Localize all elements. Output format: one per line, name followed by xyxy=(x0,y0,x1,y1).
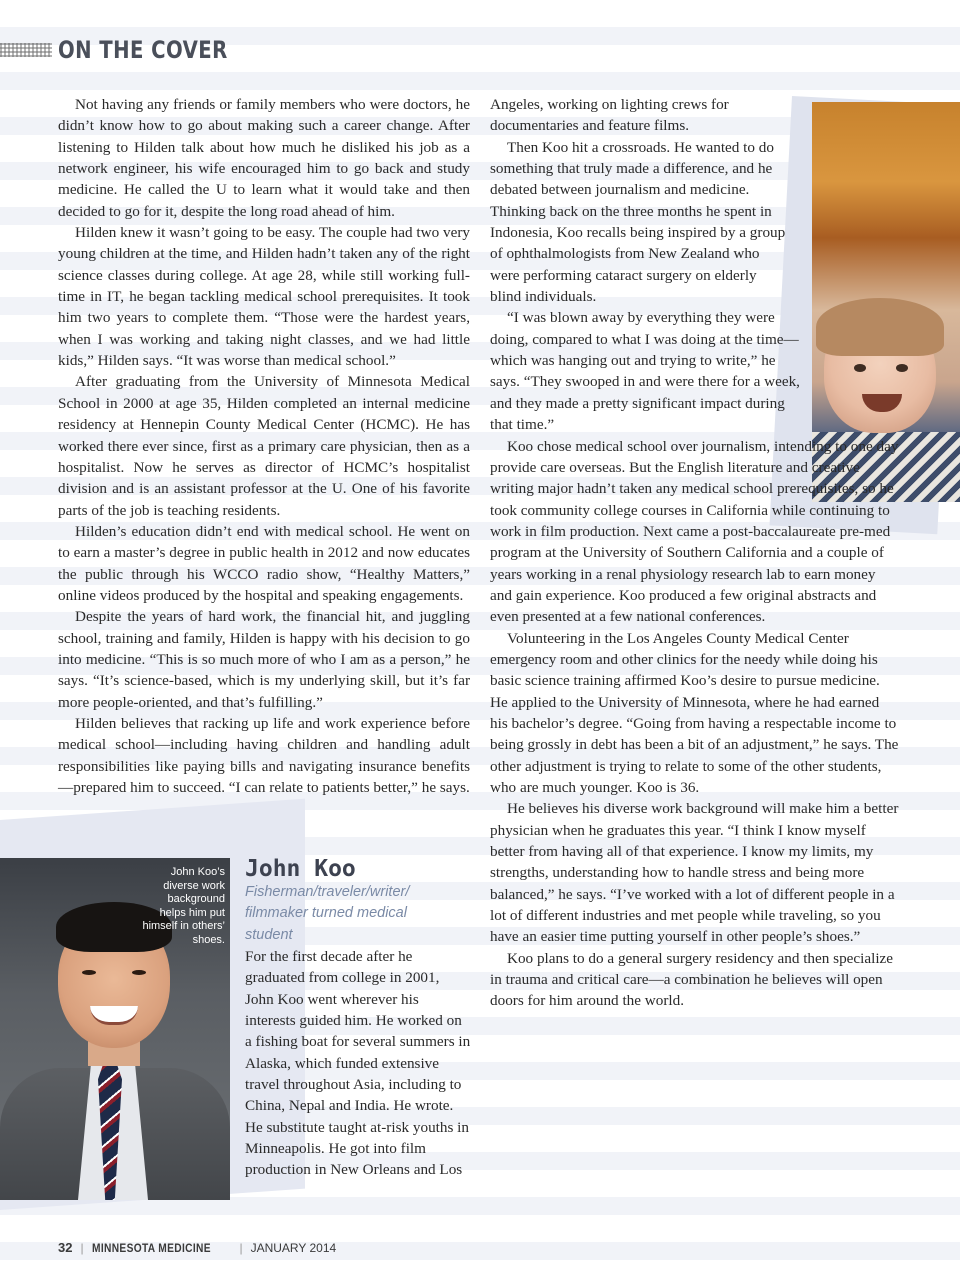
footer-separator: | xyxy=(80,1240,84,1255)
paragraph: Then Koo hit a crossroads. He wanted to do something that truly made a difference, and he debated between journalism and medicine. Thinking back on the three months he spent in Indonesia, Koo recalls being inspired by a group of ophthalmologists from New Zealand who were performing cataract surgery on elderly blind individuals. xyxy=(490,138,786,306)
paragraph: “I was blown away by everything they were doing, compared to what I was doing at the time—which was hanging out and trying to write,” he says. “They swooped in and were there for a week, and they made a pretty significant impact during that time.” xyxy=(490,309,800,434)
paragraph: Volunteering in the Los Angeles County Medical Center emergency room and other clinics for the needy while doing his basic science training affirmed Koo’s desire to pursue medicine. He applied to the University of Minnesota, where he had earned his bachelor’s degree. “Going from having a respectable income to being grossly in debt has been a bit of an adjustment,” he says. The other adjustment is trying to relate to some of the other students, who are much younger. Koo is 36. xyxy=(490,629,899,796)
paragraph: Hilden’s education didn’t end with medical school. He went on to earn a master’s degree in public health in 2012 and now educates the public through his WCCO radio show, “Healthy Matters,” online videos produced by the hospital and speaking engagements. xyxy=(58,522,470,604)
paragraph: Hilden knew it wasn’t going to be easy. The couple had two very young children at the time, and Hilden hadn’t taken any of the right science classes during college. At age 28, while still working full-time in IT, he began tackling medical school prerequisites. It took him two years to complete them. “Those were the hardest years, when I was working and taking night classes, and we had little kids,” Hilden says. “It was worse than medical school.” xyxy=(58,224,470,370)
page-footer xyxy=(58,1240,336,1255)
dot-pattern-icon xyxy=(0,43,52,57)
paragraph: Koo chose medical school over journalism, intending to one day provide care overseas. But the English literature and creative writing major hadn’t taken any medical school prerequisites, so he took community college courses in California while continuing to work in film production. Next came a post-baccalaureate pre-med program at the University of Southern California and a couple of years working in a renal physiology research lab to earn money and gain experience. Koo produced a few original abstracts and even presented at a few national conferences. xyxy=(490,437,899,626)
paragraph: For the first decade after he graduated from college in 2001, John Koo went wherever his interests guided him. He worked on a fishing boat for several summers in Alaska, which funded extensive travel throughout Asia, including to China, Nepal and India. He wrote. He substitute taught at-risk youths in Minneapolis. He got into film production in New Orleans and Los xyxy=(245,948,471,1179)
issue-date: JANUARY 2014 xyxy=(250,1240,337,1255)
magazine-name: MINNESOTA MEDICINE xyxy=(91,1240,211,1255)
profile-body xyxy=(245,946,471,1181)
paragraph: Koo plans to do a general surgery residency and then specialize in trauma and critical care—a combination he believes will open doors for him around the world. xyxy=(490,949,894,1010)
paragraph: After graduating from the University of Minnesota Medical School in 2000 at age 35, Hilden completed an internal medicine residency at Hennepin County Medical Center (HCMC). He has worked there ever since, first as a primary care physician, then as a hospitalist. Now he serves as director of HCMC’s hospitalist division and is an assistant professor at the U. One of his favorite parts of the job is teaching residents. xyxy=(58,373,470,519)
right-column xyxy=(490,94,900,1012)
page-number: 32 xyxy=(58,1240,73,1255)
profile-name: John Koo xyxy=(245,856,356,882)
section-header xyxy=(0,36,265,64)
paragraph: He believes his diverse work background will make him a better physician when he graduates this year. “I think I know myself better from having all of that experience. I know my limits, my strengths, understanding how to handle stress and being more balanced,” he says. “I’ve worked with a lot of different people in a lot of different industries and met people while traveling, so you have an easier time putting yourself in other people’s shoes.” xyxy=(490,800,899,946)
paragraph: Despite the years of hard work, the financial hit, and juggling school, training and family, Hilden is happy with his decision to go into medicine. “This is so much more of who I am as a person,” he says. “It’s science-based, which is my underlying skill, but it’s far more people-oriented, and that’s fulfilling.” xyxy=(58,608,470,711)
paragraph: Angeles, working on lighting crews for documentaries and feature films. xyxy=(490,96,729,135)
paragraph: Not having any friends or family members who were doctors, he didn’t know how to go about making such a career change. After listening to Hilden talk about how much he disliked his job as a network engineer, his wife encouraged him to go back and study medicine. He called the U to learn what it would take and then decided to go for it, despite the long road ahead of him. xyxy=(58,96,470,220)
paragraph: Hilden believes that racking up life and work experience before medical school—including having children and handling adult responsibilities like paying bills and navigating insurance benefits—prepared him to succeed. “I can relate to patients better,” he says. xyxy=(58,714,470,796)
section-title: ON THE COVER xyxy=(58,36,228,64)
footer-separator: | xyxy=(239,1240,243,1255)
photo-caption: John Koo’s diverse work background helps him put himself in others’ shoes. xyxy=(142,866,225,946)
profile-subtitle: Fisherman/traveler/writer/ filmmaker turned medical student xyxy=(245,884,410,943)
left-column xyxy=(58,94,470,798)
